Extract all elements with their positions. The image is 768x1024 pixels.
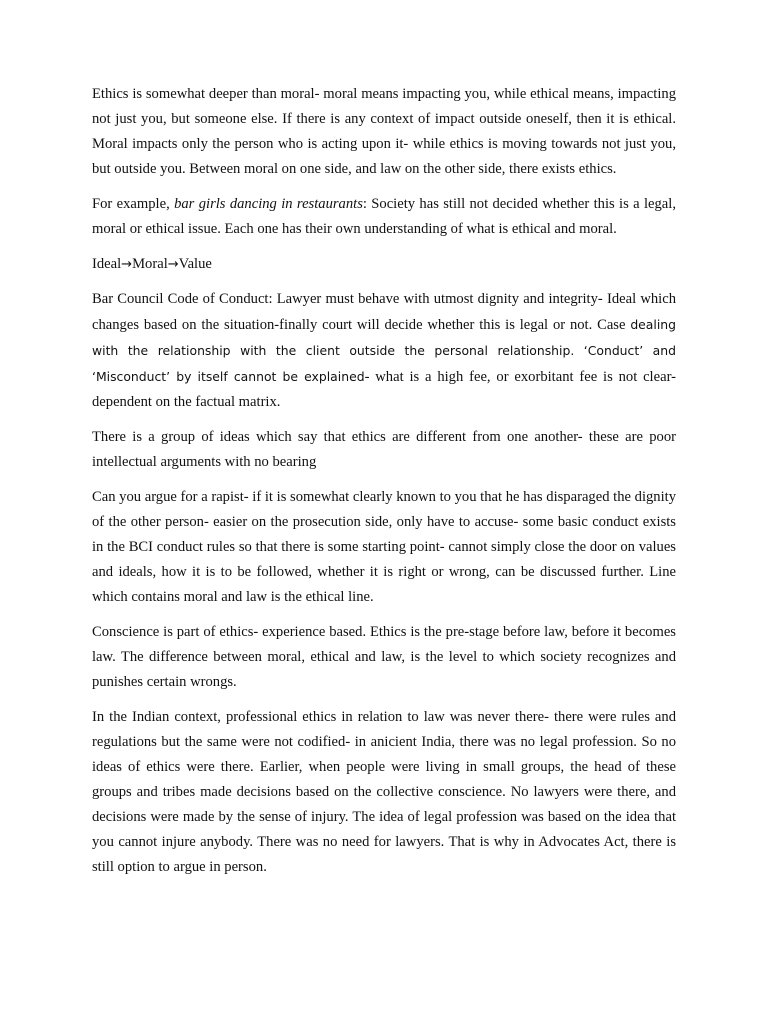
bar-council-part2: - what is a high fee, or exorbitant fee is not clear- dependent on the factual matrix. [92, 369, 676, 410]
paragraph-conscience: Conscience is part of ethics- experience based. Ethics is the pre-stage before law, before it becomes law. The difference between moral, ethical and law, is the level to which society recognizes and punishes certain wrongs. [92, 624, 676, 690]
right-arrow-icon: → [167, 257, 179, 272]
moral-word: Moral [132, 256, 168, 272]
document-page [92, 82, 676, 890]
paragraph-bar-council [92, 287, 676, 415]
paragraph-group-of-ideas: There is a group of ideas which say that ethics are different from one another- these are poor intellectual arguments with no bearing [92, 429, 676, 470]
example-rest: : Society has still not decided whether this is a legal, moral or ethical issue. Each one has their own understanding of what is ethical and moral. [92, 196, 676, 237]
ideal-word: Ideal [92, 256, 122, 272]
paragraph-ethics-vs-moral: Ethics is somewhat deeper than moral- moral means impacting you, while ethical means, impacting not just you, but someone else. If there is any context of impact outside oneself, then it is ethical. Moral impacts only the person who is acting upon it- while ethics is moving towards not just you, but outside you. Between moral on one side, and law on the other side, there exists ethics. [92, 86, 676, 177]
bar-council-sans-run: dealing with the relationship with the client outside the personal relationship. ‘Conduct’ and ‘Misconduct’ by itself cannot be explained [92, 317, 676, 384]
paragraph-example [92, 192, 676, 242]
paragraph-indian-context: In the Indian context, professional ethics in relation to law was never there- there were rules and regulations but the same were not codified- in anicient India, there was no legal profession. So no ideas of ethics were there. Earlier, when people were living in small groups, the head of these groups and tribes made decisions based on the collective conscience. No lawyers were there, and decisions were made by the sense of injury. The idea of legal profession was based on the idea that you cannot injure anybody. There was no need for lawyers. That is why in Advocates Act, there is still option to argue in person. [92, 709, 676, 875]
bar-council-part1: Bar Council Code of Conduct: Lawyer must behave with utmost dignity and integrity- Ideal which changes based on the situation-finally court will decide whether this is legal or not. Case [92, 291, 676, 333]
paragraph-ideal-moral-value [92, 252, 676, 277]
right-arrow-icon: → [121, 257, 133, 272]
example-lead: For example, [92, 196, 175, 212]
example-italic: bar girls dancing in restaurants [174, 196, 363, 212]
value-word: Value [178, 256, 212, 272]
paragraph-argue-for-rapist: Can you argue for a rapist- if it is somewhat clearly known to you that he has disparaged the dignity of the other person- easier on the prosecution side, only have to accuse- some basic conduct exists in the BCI conduct rules so that there is some starting point- cannot simply close the door on values and ideals, how it is to be followed, whether it is right or wrong, can be discussed further. Line which contains moral and law is the ethical line. [92, 489, 676, 605]
